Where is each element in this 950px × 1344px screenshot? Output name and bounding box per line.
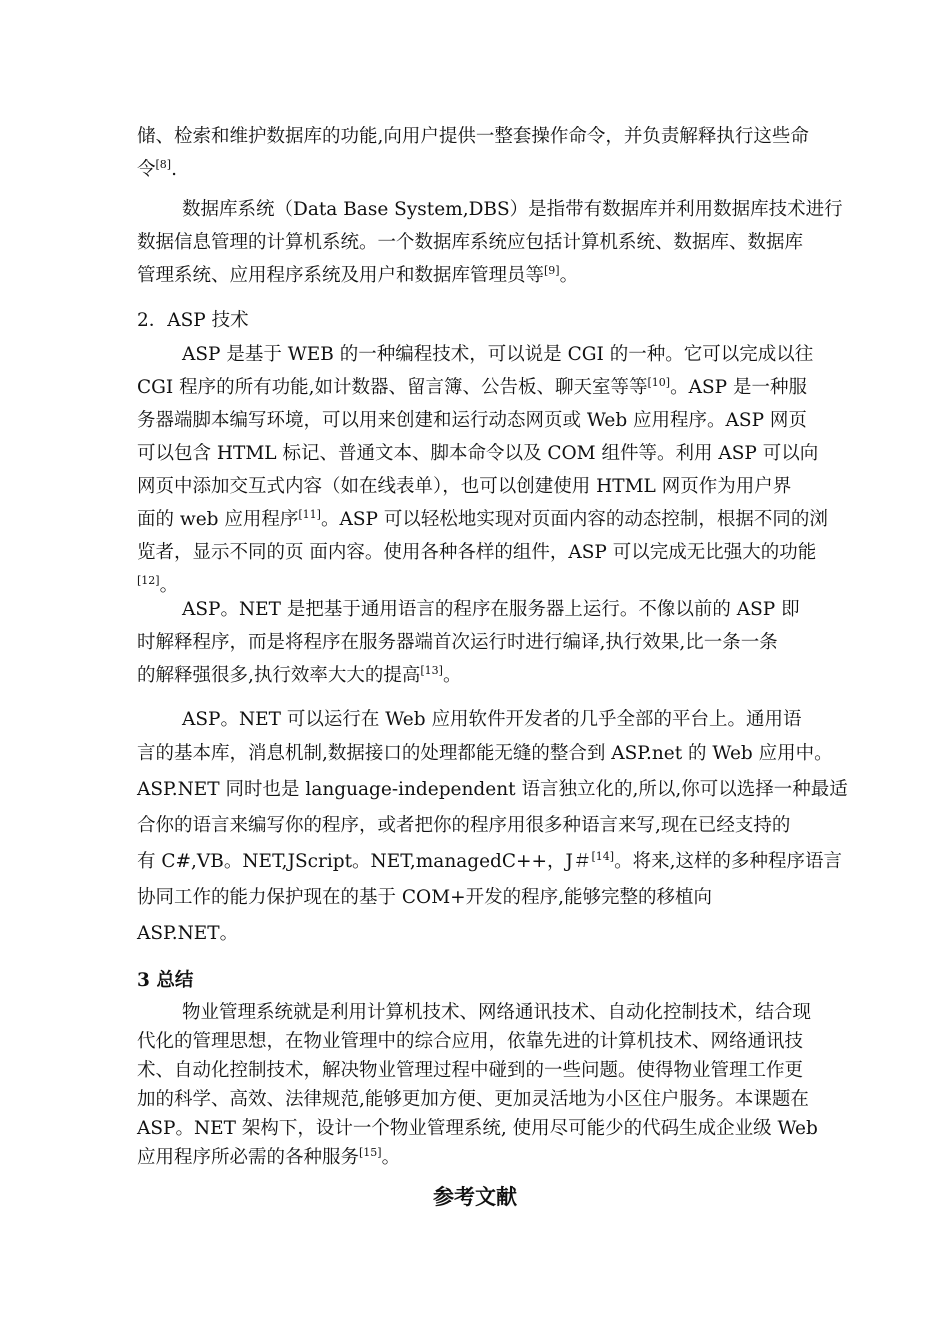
text-line: CGI 程序的所有功能,如计数器、留言簿、公告板、聊天室等等[10]。ASP 是一种服: [137, 376, 807, 398]
text-line: 管理系统、应用程序系统及用户和数据库管理员等[9]。: [137, 264, 579, 286]
text-line: [12]。: [137, 574, 179, 596]
citation-ref: [14]: [591, 850, 615, 863]
citation-ref: [8]: [155, 158, 172, 171]
text-line: 代化的管理思想，在物业管理中的综合应用，依靠先进的计算机技术、网络通讯技: [137, 1031, 804, 1052]
text-line: ASP.NET。: [137, 923, 239, 944]
citation-ref: [10]: [647, 376, 671, 389]
citation-ref: [15]: [359, 1146, 382, 1159]
text-line: ASP。NET 是把基于通用语言的程序在服务器上运行。不像以前的 ASP 即: [182, 599, 800, 620]
paragraph-aspnet-compile: [137, 593, 837, 692]
text-line: 数据库系统（Data Base System,DBS）是指带有数据库并利用数据库技术进行: [182, 199, 843, 220]
text-line: 可以包含 HTML 标记、普通文本、脚本命令以及 COM 组件等。利用 ASP 可以向: [137, 443, 819, 464]
text-line: 面的 web 应用程序[11]。ASP 可以轻松地实现对页面内容的动态控制，根据不同的浏: [137, 508, 828, 530]
text-line: 数据信息管理的计算机系统。一个数据库系统应包括计算机系统、数据库、数据库: [137, 232, 804, 253]
text-line: ASP。NET 架构下，设计一个物业管理系统, 使用尽可能少的代码生成企业级 Web: [137, 1118, 818, 1139]
text-line: ASP.NET 同时也是 language-independent 语言独立化的,所以,你可以选择一种最适: [137, 779, 848, 800]
references-heading: 参考文献: [433, 1184, 517, 1209]
paragraph-summary: [137, 998, 837, 1172]
text-line: 网页中添加交互式内容（如在线表单），也可以创建使用 HTML 网页作为用户界: [137, 476, 792, 497]
text-line: 言的基本库，消息机制,数据接口的处理都能无缝的整合到 ASP.net 的 Web 应用中。: [137, 743, 833, 764]
citation-ref: [9]: [544, 264, 560, 277]
text-line: ASP 是基于 WEB 的一种编程技术，可以说是 CGI 的一种。它可以完成以往: [182, 344, 814, 365]
text-line: 储、检索和维护数据库的功能,向用户提供一整套操作命令，并负责解释执行这些命: [137, 126, 809, 147]
paragraph-dbs: [137, 193, 843, 292]
text-line: 览者，显示不同的页 面内容。使用各种各样的组件，ASP 可以完成无比强大的功能: [137, 542, 817, 563]
text-line: 协同工作的能力保护现在的基于 COM+开发的程序,能够完整的移植向: [137, 887, 713, 908]
text-line: 时解释程序，而是将程序在服务器端首次运行时进行编译,执行效果,比一条一条: [137, 632, 778, 653]
citation-ref: [11]: [298, 508, 321, 521]
text-line: 术、自动化控制技术，解决物业管理过程中碰到的一些问题。使得物业管理工作更: [137, 1060, 804, 1081]
text-line: 物业管理系统就是利用计算机技术、网络通讯技术、自动化控制技术，结合现: [182, 1002, 812, 1023]
text-line: 务器端脚本编写环境，可以用来创建和运行动态网页或 Web 应用程序。ASP 网页: [137, 410, 807, 431]
section-heading-asp: 2．ASP 技术: [137, 310, 249, 331]
section-heading-summary: 3 总结: [137, 970, 194, 991]
paragraph-dbms-tail: [137, 120, 837, 186]
paragraph-asp: [137, 338, 837, 602]
citation-ref: [13]: [420, 664, 443, 677]
text-line: ASP。NET 可以运行在 Web 应用软件开发者的几乎全部的平台上。通用语: [182, 709, 802, 730]
text-line: 应用程序所必需的各种服务[15]。: [137, 1146, 401, 1168]
text-line: 加的科学、高效、法律规范,能够更加方便、更加灵活地为小区住户服务。本课题在: [137, 1089, 809, 1110]
citation-ref: [12]: [137, 574, 160, 587]
text-line: 令[8].: [137, 158, 177, 180]
text-line: 有 C#,VB。NET,JScript。NET,managedC++，J＃[14]。将来,这样的多种程序语言: [137, 850, 842, 872]
text-line: 合你的语言来编写你的程序，或者把你的程序用很多种语言来写,现在已经支持的: [137, 815, 791, 836]
text-line: 的解释强很多,执行效率大大的提高[13]。: [137, 664, 462, 686]
paragraph-aspnet-platform: [137, 703, 848, 952]
